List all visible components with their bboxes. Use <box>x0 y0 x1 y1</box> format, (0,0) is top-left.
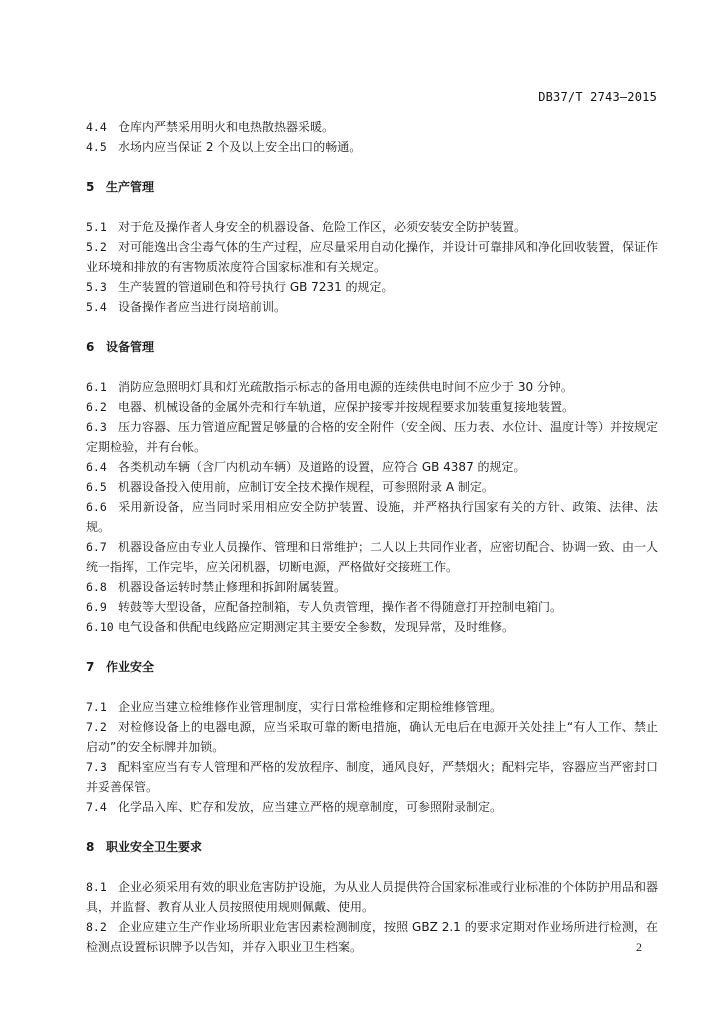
clause-item <box>86 457 658 477</box>
standard-code: DB37/T 2743—2015 <box>538 90 657 104</box>
clause-number: 5.3 <box>86 280 107 294</box>
clause-number: 6.1 <box>86 380 107 394</box>
clause-number: 7.1 <box>86 700 107 714</box>
clause-number: 4.4 <box>86 120 107 134</box>
clause-text: 压力容器、压力管道应配置足够量的合格的安全附件（安全阀、压力表、水位计、温度计等）并按规定定期检验，并有台帐。 <box>86 420 659 454</box>
clause-text: 对可能逸出含尘毒气体的生产过程，应尽量采用自动化操作，并设计可靠排风和净化回收装置，保证作业环境和排放的有害物质浓度符合国家标准和有关规定。 <box>86 240 659 274</box>
clause-text: 电器、机械设备的金属外壳和行车轨道，应保护接零并按规程要求加装重复接地装置。 <box>118 400 575 414</box>
clause-item <box>86 477 658 497</box>
clause-item <box>86 697 658 717</box>
clause-item <box>86 297 658 317</box>
section-title: 职业安全卫生要求 <box>106 840 203 854</box>
clause-text: 配料室应当有专人管理和严格的发放程序、制度，通风良好，严禁烟火；配料完毕，容器应当严密封口并妥善保管。 <box>86 760 659 794</box>
clause-text: 机器设备投入使用前，应制订安全技术操作规程，可参照附录 A 制定。 <box>118 480 494 494</box>
clause-number: 8.1 <box>86 880 107 894</box>
clause-item <box>86 537 658 577</box>
clause-number: 5.2 <box>86 240 107 254</box>
clause-item <box>86 917 658 957</box>
clause-item <box>86 597 658 617</box>
clause-number: 6.5 <box>86 480 107 494</box>
clause-text: 企业应建立生产作业场所职业危害因素检测制度，按照 GBZ 2.1 的要求定期对作业场所进行检测，在检测点设置标识牌予以告知，并存入职业卫生档案。 <box>86 920 658 954</box>
clause-text: 对检修设备上的电器电源，应当采取可靠的断电措施，确认无电后在电源开关处挂上“有人工作、禁止启动”的安全标牌并加锁。 <box>86 720 658 754</box>
section-number: 6 <box>86 340 95 354</box>
section-number: 5 <box>86 180 95 194</box>
clause-item <box>86 877 658 917</box>
section-number: 7 <box>86 660 95 674</box>
clause-item <box>86 577 658 597</box>
clause-number: 6.6 <box>86 500 107 514</box>
clause-item <box>86 497 658 537</box>
section-heading <box>86 337 658 357</box>
section-title: 作业安全 <box>106 660 155 674</box>
clause-item <box>86 757 658 797</box>
clause-text: 采用新设备，应当同时采用相应安全防护装置、设施，并严格执行国家有关的方针、政策、法律、法规。 <box>86 500 658 534</box>
clause-item <box>86 417 658 457</box>
section-title: 设备管理 <box>106 340 155 354</box>
clause-item <box>86 137 658 157</box>
clause-number: 7.3 <box>86 760 107 774</box>
section-heading <box>86 657 658 677</box>
clause-text: 对于危及操作者人身安全的机器设备、危险工作区，必须安装安全防护装置。 <box>118 220 527 234</box>
clause-number: 4.5 <box>86 140 107 154</box>
clause-text: 企业必须采用有效的职业危害防护设施，为从业人员提供符合国家标准或行业标准的个体防护用品和器具，并监督、教育从业人员按照使用规则佩戴、使用。 <box>86 880 659 914</box>
clause-text: 仓库内严禁采用明火和电热散热器采暖。 <box>118 120 335 134</box>
clause-text: 转鼓等大型设备，应配备控制箱，专人负责管理，操作者不得随意打开控制电箱门。 <box>118 600 563 614</box>
clause-number: 6.10 <box>86 620 114 634</box>
clause-text: 电气设备和供配电线路应定期测定其主要安全参数，发现异常，及时维修。 <box>118 620 515 634</box>
clause-number: 6.3 <box>86 420 107 434</box>
clause-item <box>86 797 658 817</box>
page-number: 2 <box>636 940 642 954</box>
clause-number: 8.2 <box>86 920 107 934</box>
clause-text: 生产装置的管道刷色和符号执行 GB 7231 的规定。 <box>118 280 394 294</box>
clause-text: 企业应当建立检维修作业管理制度，实行日常检维修和定期检维修管理。 <box>118 700 503 714</box>
clause-number: 6.2 <box>86 400 107 414</box>
clause-number: 6.8 <box>86 580 107 594</box>
clause-number: 6.9 <box>86 600 107 614</box>
clause-number: 6.4 <box>86 460 107 474</box>
clause-text: 机器设备运转时禁止修理和拆卸附属装置。 <box>118 580 347 594</box>
document-body <box>86 117 658 957</box>
clause-item <box>86 117 658 137</box>
clause-text: 水场内应当保证 2 个及以上安全出口的畅通。 <box>118 140 362 154</box>
clause-number: 5.4 <box>86 300 107 314</box>
section-number: 8 <box>86 840 95 854</box>
clause-item <box>86 717 658 757</box>
clause-text: 化学品入库、贮存和发放，应当建立严格的规章制度，可参照附录制定。 <box>118 800 503 814</box>
clause-item <box>86 237 658 277</box>
section-heading <box>86 837 658 857</box>
clause-item <box>86 217 658 237</box>
clause-number: 7.2 <box>86 720 107 734</box>
section-heading <box>86 177 658 197</box>
clause-item <box>86 277 658 297</box>
clause-number: 7.4 <box>86 800 107 814</box>
clause-text: 设备操作者应当进行岗培前训。 <box>118 300 287 314</box>
clause-text: 各类机动车辆（含厂内机动车辆）及道路的设置，应符合 GB 4387 的规定。 <box>118 460 526 474</box>
clause-text: 机器设备应由专业人员操作、管理和日常维护；二人以上共同作业者，应密切配合、协调一致、由一人统一指挥，工作完毕，应关闭机器，切断电源，严格做好交接班工作。 <box>86 540 659 574</box>
clause-number: 5.1 <box>86 220 107 234</box>
clause-number: 6.7 <box>86 540 107 554</box>
clause-item <box>86 377 658 397</box>
clause-text: 消防应急照明灯具和灯光疏散指示标志的备用电源的连续供电时间不应少于 30 分钟。 <box>118 380 573 394</box>
section-title: 生产管理 <box>106 180 155 194</box>
clause-item <box>86 617 658 637</box>
clause-item <box>86 397 658 417</box>
